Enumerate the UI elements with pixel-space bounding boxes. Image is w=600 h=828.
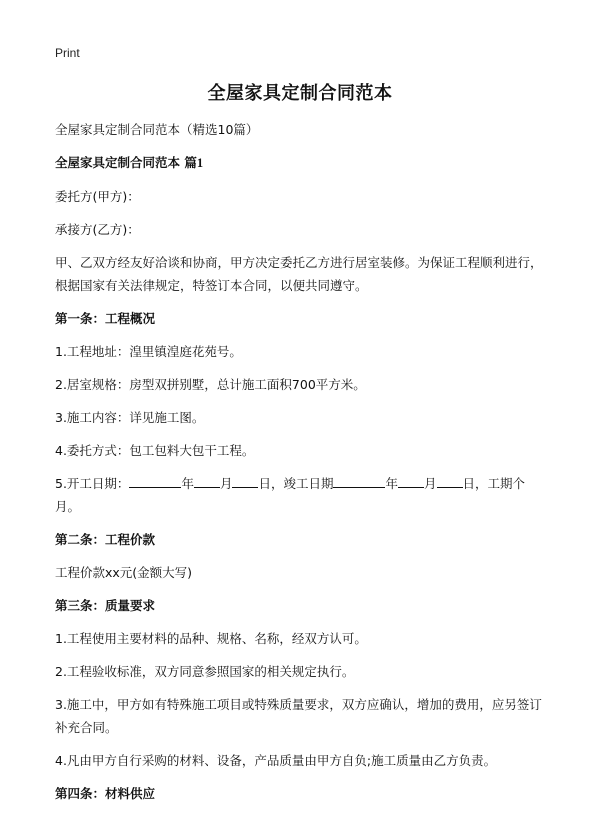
months-label: 个月。: [55, 476, 526, 514]
article-3-item-2: 2.工程验收标准，双方同意参照国家的相关规定执行。: [55, 664, 355, 679]
article-3-item-4: 4.凡由甲方自行采购的材料、设备，产品质量由甲方自负;施工质量由乙方负责。: [55, 753, 497, 768]
start-month-blank: [194, 473, 220, 488]
start-date-label: 5.开工日期：: [55, 476, 130, 491]
section-heading-tag: 篇1: [184, 156, 204, 170]
year-label: 年: [385, 476, 398, 491]
article-1-dates: [55, 472, 548, 518]
page-title: 全屋家具定制合同范本: [207, 83, 393, 104]
year-label: 年: [181, 476, 194, 491]
month-label: 月: [219, 476, 233, 491]
party-a-line: 委托方(甲方)：: [55, 189, 140, 204]
article-2-heading: 第二条：工程价款: [55, 532, 156, 547]
article-2-text: 工程价款xx元(金额大写): [55, 565, 193, 580]
end-date-label: 日，竣工日期: [258, 476, 334, 491]
article-1-heading: 第一条：工程概况: [55, 311, 156, 326]
month-label: 月: [424, 476, 437, 491]
section-heading: [55, 151, 548, 175]
article-3-item-3: 3.施工中，甲方如有特殊施工项目或特殊质量要求，双方应确认，增加的费用，应另签订补充合同。: [55, 697, 542, 735]
end-year-blank: [333, 473, 385, 488]
print-link[interactable]: Print: [55, 46, 80, 60]
start-year-blank: [129, 473, 181, 488]
party-b-line: 承接方(乙方)：: [55, 222, 140, 237]
document-subtitle: 全屋家具定制合同范本（精选10篇）: [55, 122, 259, 137]
article-1-item-1: 1.工程地址：湟里镇湟庭花苑号。: [55, 344, 242, 359]
article-1-item-2: 2.居室规格：房型双拼别墅，总计施工面积700平方米。: [55, 377, 366, 392]
section-heading-main: 全屋家具定制合同范本: [55, 155, 185, 170]
article-1-item-4: 4.委托方式：包工包料大包干工程。: [55, 443, 255, 458]
duration-label: 日，工期: [462, 476, 513, 491]
intro-paragraph: 甲、乙双方经友好洽谈和协商，甲方决定委托乙方进行居室装修。为保证工程顺利进行，根据国家有关法律规定，特签订本合同，以便共同遵守。: [55, 255, 543, 293]
article-3-heading: 第三条：质量要求: [55, 598, 156, 613]
article-4-heading: 第四条：材料供应: [55, 786, 156, 801]
document-body: [55, 118, 548, 805]
end-day-blank: [437, 473, 463, 488]
article-3-item-1: 1.工程使用主要材料的品种、规格、名称，经双方认可。: [55, 631, 367, 646]
article-1-item-3: 3.施工内容：详见施工图。: [55, 410, 205, 425]
start-day-blank: [232, 473, 258, 488]
end-month-blank: [398, 473, 424, 488]
